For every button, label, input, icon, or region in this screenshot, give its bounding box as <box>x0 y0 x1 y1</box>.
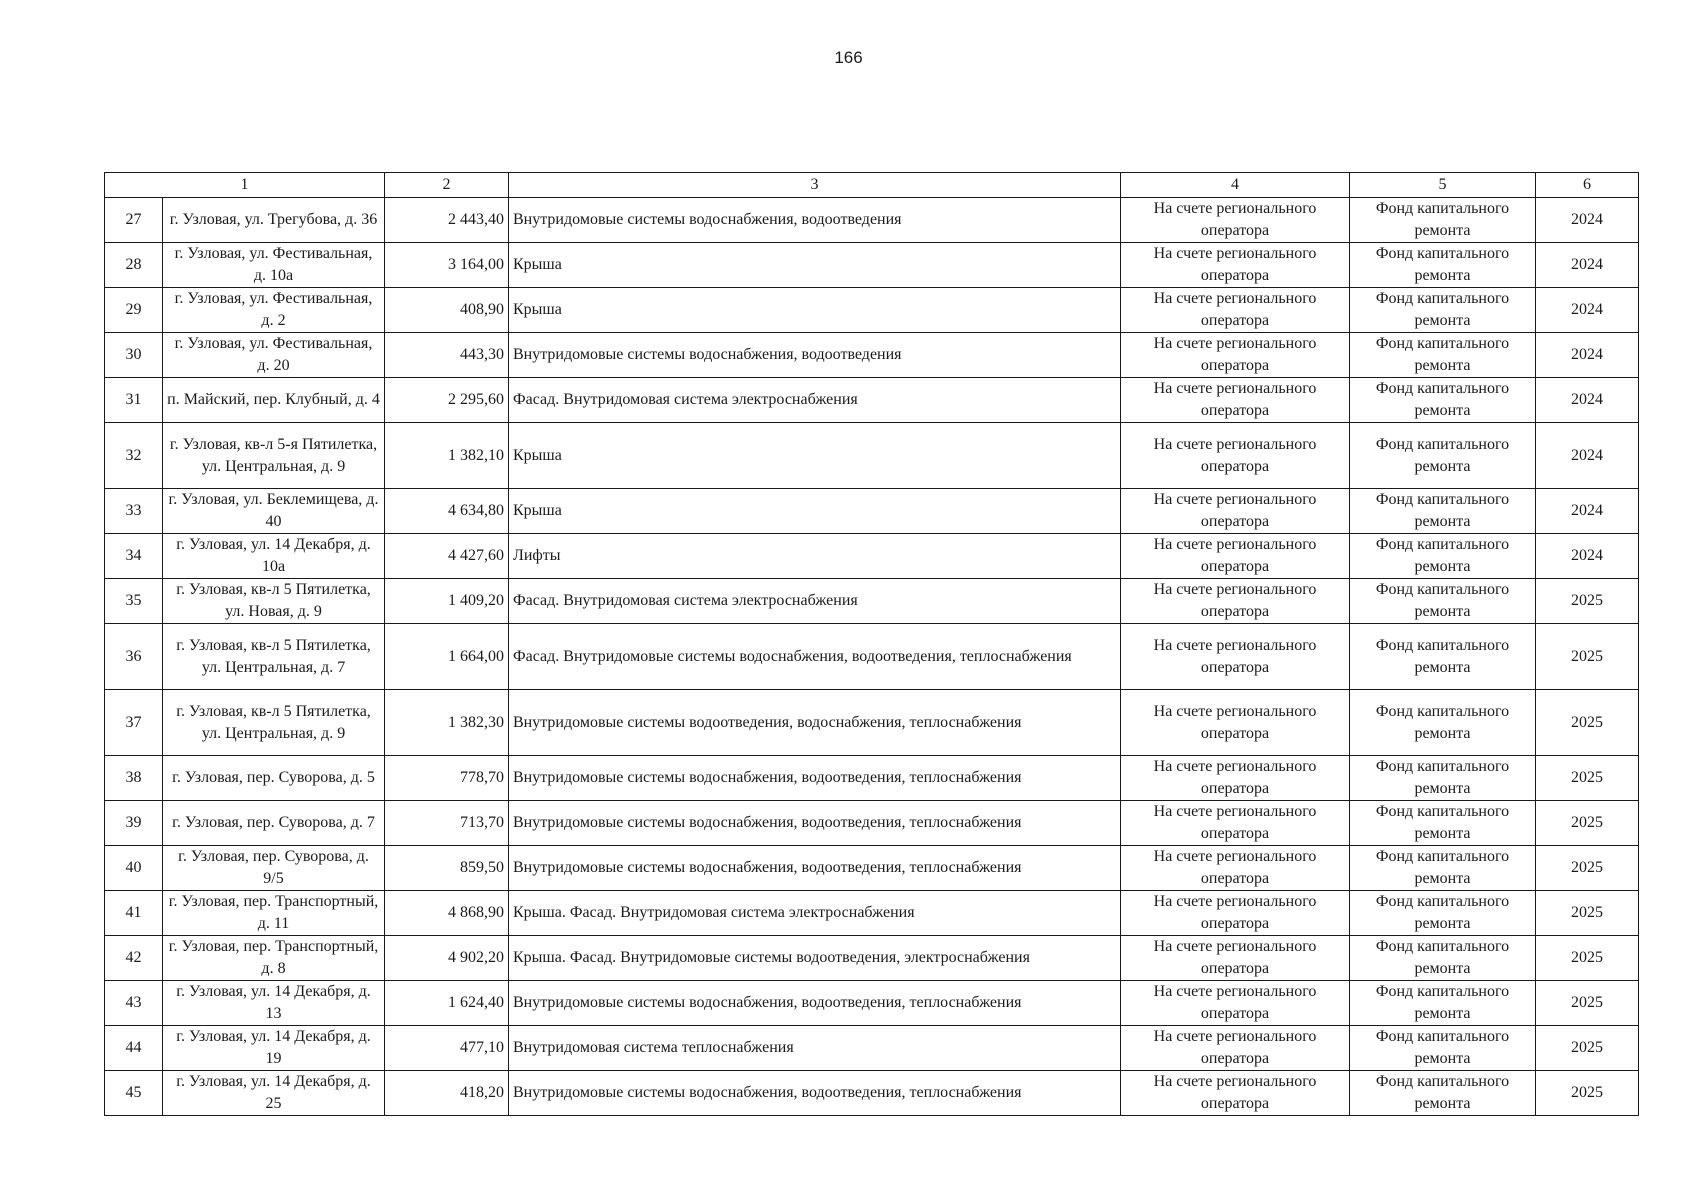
address-cell: г. Узловая, ул. Фестивальная, д. 2 <box>163 288 385 333</box>
works-cell: Внутридомовые системы водоснабжения, водоотведения <box>509 333 1121 378</box>
page-number: 166 <box>834 48 863 67</box>
area-cell: 477,10 <box>385 1026 509 1071</box>
address-cell: г. Узловая, пер. Транспортный, д. 8 <box>163 936 385 981</box>
area-cell: 443,30 <box>385 333 509 378</box>
works-cell: Фасад. Внутридомовые системы водоснабжения, водоотведения, теплоснабжения <box>509 624 1121 690</box>
funding-source-cell: Фонд капитального ремонта <box>1350 243 1536 288</box>
area-cell: 713,70 <box>385 801 509 846</box>
address-cell: г. Узловая, пер. Суворова, д. 7 <box>163 801 385 846</box>
area-cell: 4 902,20 <box>385 936 509 981</box>
header-col-1: 1 <box>105 173 385 198</box>
area-cell: 1 409,20 <box>385 579 509 624</box>
year-cell: 2025 <box>1536 1071 1639 1116</box>
row-number: 38 <box>105 756 163 801</box>
row-number: 34 <box>105 534 163 579</box>
account-cell: На счете регионального оператора <box>1121 489 1350 534</box>
area-cell: 1 664,00 <box>385 624 509 690</box>
year-cell: 2024 <box>1536 198 1639 243</box>
table-row <box>105 936 1639 981</box>
year-cell: 2025 <box>1536 801 1639 846</box>
works-cell: Внутридомовые системы водоснабжения, водоотведения, теплоснабжения <box>509 1071 1121 1116</box>
area-cell: 859,50 <box>385 846 509 891</box>
account-cell: На счете регионального оператора <box>1121 579 1350 624</box>
row-number: 30 <box>105 333 163 378</box>
row-number: 45 <box>105 1071 163 1116</box>
table-row <box>105 288 1639 333</box>
row-number: 43 <box>105 981 163 1026</box>
year-cell: 2025 <box>1536 690 1639 756</box>
year-cell: 2025 <box>1536 579 1639 624</box>
header-row <box>105 173 1639 198</box>
area-cell: 418,20 <box>385 1071 509 1116</box>
funding-source-cell: Фонд капитального ремонта <box>1350 801 1536 846</box>
address-cell: г. Узловая, ул. 14 Декабря, д. 10а <box>163 534 385 579</box>
address-cell: г. Узловая, ул. 14 Декабря, д. 13 <box>163 981 385 1026</box>
table-row <box>105 333 1639 378</box>
works-cell: Крыша <box>509 489 1121 534</box>
table-row <box>105 624 1639 690</box>
row-number: 36 <box>105 624 163 690</box>
funding-source-cell: Фонд капитального ремонта <box>1350 936 1536 981</box>
area-cell: 4 427,60 <box>385 534 509 579</box>
repair-schedule-table <box>104 172 1639 1116</box>
header-col-4: 4 <box>1121 173 1350 198</box>
account-cell: На счете регионального оператора <box>1121 378 1350 423</box>
account-cell: На счете регионального оператора <box>1121 891 1350 936</box>
works-cell: Крыша <box>509 243 1121 288</box>
row-number: 31 <box>105 378 163 423</box>
year-cell: 2025 <box>1536 1026 1639 1071</box>
area-cell: 408,90 <box>385 288 509 333</box>
table-row <box>105 1071 1639 1116</box>
table-row <box>105 423 1639 489</box>
table-row <box>105 756 1639 801</box>
area-cell: 4 634,80 <box>385 489 509 534</box>
year-cell: 2025 <box>1536 891 1639 936</box>
table-row <box>105 489 1639 534</box>
row-number: 28 <box>105 243 163 288</box>
funding-source-cell: Фонд капитального ремонта <box>1350 333 1536 378</box>
funding-source-cell: Фонд капитального ремонта <box>1350 846 1536 891</box>
works-cell: Внутридомовые системы водоснабжения, водоотведения <box>509 198 1121 243</box>
table-row <box>105 690 1639 756</box>
row-number: 35 <box>105 579 163 624</box>
year-cell: 2025 <box>1536 756 1639 801</box>
account-cell: На счете регионального оператора <box>1121 756 1350 801</box>
works-cell: Крыша <box>509 423 1121 489</box>
works-cell: Внутридомовые системы водоснабжения, водоотведения, теплоснабжения <box>509 981 1121 1026</box>
works-cell: Внутридомовые системы водоотведения, водоснабжения, теплоснабжения <box>509 690 1121 756</box>
address-cell: г. Узловая, ул. Фестивальная, д. 20 <box>163 333 385 378</box>
address-cell: г. Узловая, кв-л 5 Пятилетка, ул. Центральная, д. 9 <box>163 690 385 756</box>
account-cell: На счете регионального оператора <box>1121 1071 1350 1116</box>
year-cell: 2024 <box>1536 288 1639 333</box>
table-row <box>105 981 1639 1026</box>
funding-source-cell: Фонд капитального ремонта <box>1350 423 1536 489</box>
account-cell: На счете регионального оператора <box>1121 690 1350 756</box>
area-cell: 4 868,90 <box>385 891 509 936</box>
row-number: 29 <box>105 288 163 333</box>
account-cell: На счете регионального оператора <box>1121 333 1350 378</box>
address-cell: г. Узловая, пер. Транспортный, д. 11 <box>163 891 385 936</box>
address-cell: г. Узловая, кв-л 5 Пятилетка, ул. Центральная, д. 7 <box>163 624 385 690</box>
row-number: 40 <box>105 846 163 891</box>
row-number: 37 <box>105 690 163 756</box>
table-row <box>105 1026 1639 1071</box>
funding-source-cell: Фонд капитального ремонта <box>1350 1071 1536 1116</box>
works-cell: Лифты <box>509 534 1121 579</box>
address-cell: г. Узловая, ул. Трегубова, д. 36 <box>163 198 385 243</box>
funding-source-cell: Фонд капитального ремонта <box>1350 1026 1536 1071</box>
works-cell: Внутридомовые системы водоснабжения, водоотведения, теплоснабжения <box>509 801 1121 846</box>
row-number: 41 <box>105 891 163 936</box>
account-cell: На счете регионального оператора <box>1121 288 1350 333</box>
account-cell: На счете регионального оператора <box>1121 534 1350 579</box>
works-cell: Крыша. Фасад. Внутридомовые системы водоотведения, электроснабжения <box>509 936 1121 981</box>
row-number: 42 <box>105 936 163 981</box>
works-cell: Фасад. Внутридомовая система электроснабжения <box>509 378 1121 423</box>
works-cell: Внутридомовые системы водоснабжения, водоотведения, теплоснабжения <box>509 756 1121 801</box>
year-cell: 2024 <box>1536 333 1639 378</box>
address-cell: п. Майский, пер. Клубный, д. 4 <box>163 378 385 423</box>
row-number: 44 <box>105 1026 163 1071</box>
table-row <box>105 579 1639 624</box>
area-cell: 1 624,40 <box>385 981 509 1026</box>
address-cell: г. Узловая, кв-л 5 Пятилетка, ул. Новая, д. 9 <box>163 579 385 624</box>
address-cell: г. Узловая, пер. Суворова, д. 5 <box>163 756 385 801</box>
account-cell: На счете регионального оператора <box>1121 846 1350 891</box>
address-cell: г. Узловая, ул. Фестивальная, д. 10а <box>163 243 385 288</box>
account-cell: На счете регионального оператора <box>1121 936 1350 981</box>
row-number: 27 <box>105 198 163 243</box>
area-cell: 1 382,30 <box>385 690 509 756</box>
year-cell: 2024 <box>1536 243 1639 288</box>
address-cell: г. Узловая, кв-л 5-я Пятилетка, ул. Центральная, д. 9 <box>163 423 385 489</box>
account-cell: На счете регионального оператора <box>1121 981 1350 1026</box>
header-col-3: 3 <box>509 173 1121 198</box>
header-col-6: 6 <box>1536 173 1639 198</box>
works-cell: Крыша. Фасад. Внутридомовая система электроснабжения <box>509 891 1121 936</box>
funding-source-cell: Фонд капитального ремонта <box>1350 534 1536 579</box>
year-cell: 2025 <box>1536 624 1639 690</box>
address-cell: г. Узловая, ул. Беклемищева, д. 40 <box>163 489 385 534</box>
account-cell: На счете регионального оператора <box>1121 624 1350 690</box>
funding-source-cell: Фонд капитального ремонта <box>1350 690 1536 756</box>
account-cell: На счете регионального оператора <box>1121 1026 1350 1071</box>
works-cell: Внутридомовые системы водоснабжения, водоотведения, теплоснабжения <box>509 846 1121 891</box>
table-row <box>105 534 1639 579</box>
address-cell: г. Узловая, ул. 14 Декабря, д. 19 <box>163 1026 385 1071</box>
address-cell: г. Узловая, ул. 14 Декабря, д. 25 <box>163 1071 385 1116</box>
row-number: 32 <box>105 423 163 489</box>
year-cell: 2024 <box>1536 489 1639 534</box>
year-cell: 2024 <box>1536 423 1639 489</box>
year-cell: 2024 <box>1536 378 1639 423</box>
funding-source-cell: Фонд капитального ремонта <box>1350 624 1536 690</box>
account-cell: На счете регионального оператора <box>1121 243 1350 288</box>
funding-source-cell: Фонд капитального ремонта <box>1350 489 1536 534</box>
table-row <box>105 243 1639 288</box>
year-cell: 2024 <box>1536 534 1639 579</box>
year-cell: 2025 <box>1536 846 1639 891</box>
row-number: 33 <box>105 489 163 534</box>
year-cell: 2025 <box>1536 981 1639 1026</box>
table-row <box>105 891 1639 936</box>
funding-source-cell: Фонд капитального ремонта <box>1350 378 1536 423</box>
header-col-2: 2 <box>385 173 509 198</box>
account-cell: На счете регионального оператора <box>1121 198 1350 243</box>
area-cell: 2 295,60 <box>385 378 509 423</box>
year-cell: 2025 <box>1536 936 1639 981</box>
area-cell: 3 164,00 <box>385 243 509 288</box>
address-cell: г. Узловая, пер. Суворова, д. 9/5 <box>163 846 385 891</box>
account-cell: На счете регионального оператора <box>1121 801 1350 846</box>
table-row <box>105 801 1639 846</box>
funding-source-cell: Фонд капитального ремонта <box>1350 288 1536 333</box>
works-cell: Крыша <box>509 288 1121 333</box>
funding-source-cell: Фонд капитального ремонта <box>1350 981 1536 1026</box>
area-cell: 1 382,10 <box>385 423 509 489</box>
account-cell: На счете регионального оператора <box>1121 423 1350 489</box>
funding-source-cell: Фонд капитального ремонта <box>1350 756 1536 801</box>
header-col-5: 5 <box>1350 173 1536 198</box>
funding-source-cell: Фонд капитального ремонта <box>1350 891 1536 936</box>
row-number: 39 <box>105 801 163 846</box>
works-cell: Внутридомовая система теплоснабжения <box>509 1026 1121 1071</box>
table-row <box>105 198 1639 243</box>
table-row <box>105 846 1639 891</box>
funding-source-cell: Фонд капитального ремонта <box>1350 198 1536 243</box>
table-row <box>105 378 1639 423</box>
area-cell: 2 443,40 <box>385 198 509 243</box>
funding-source-cell: Фонд капитального ремонта <box>1350 579 1536 624</box>
area-cell: 778,70 <box>385 756 509 801</box>
works-cell: Фасад. Внутридомовая система электроснабжения <box>509 579 1121 624</box>
